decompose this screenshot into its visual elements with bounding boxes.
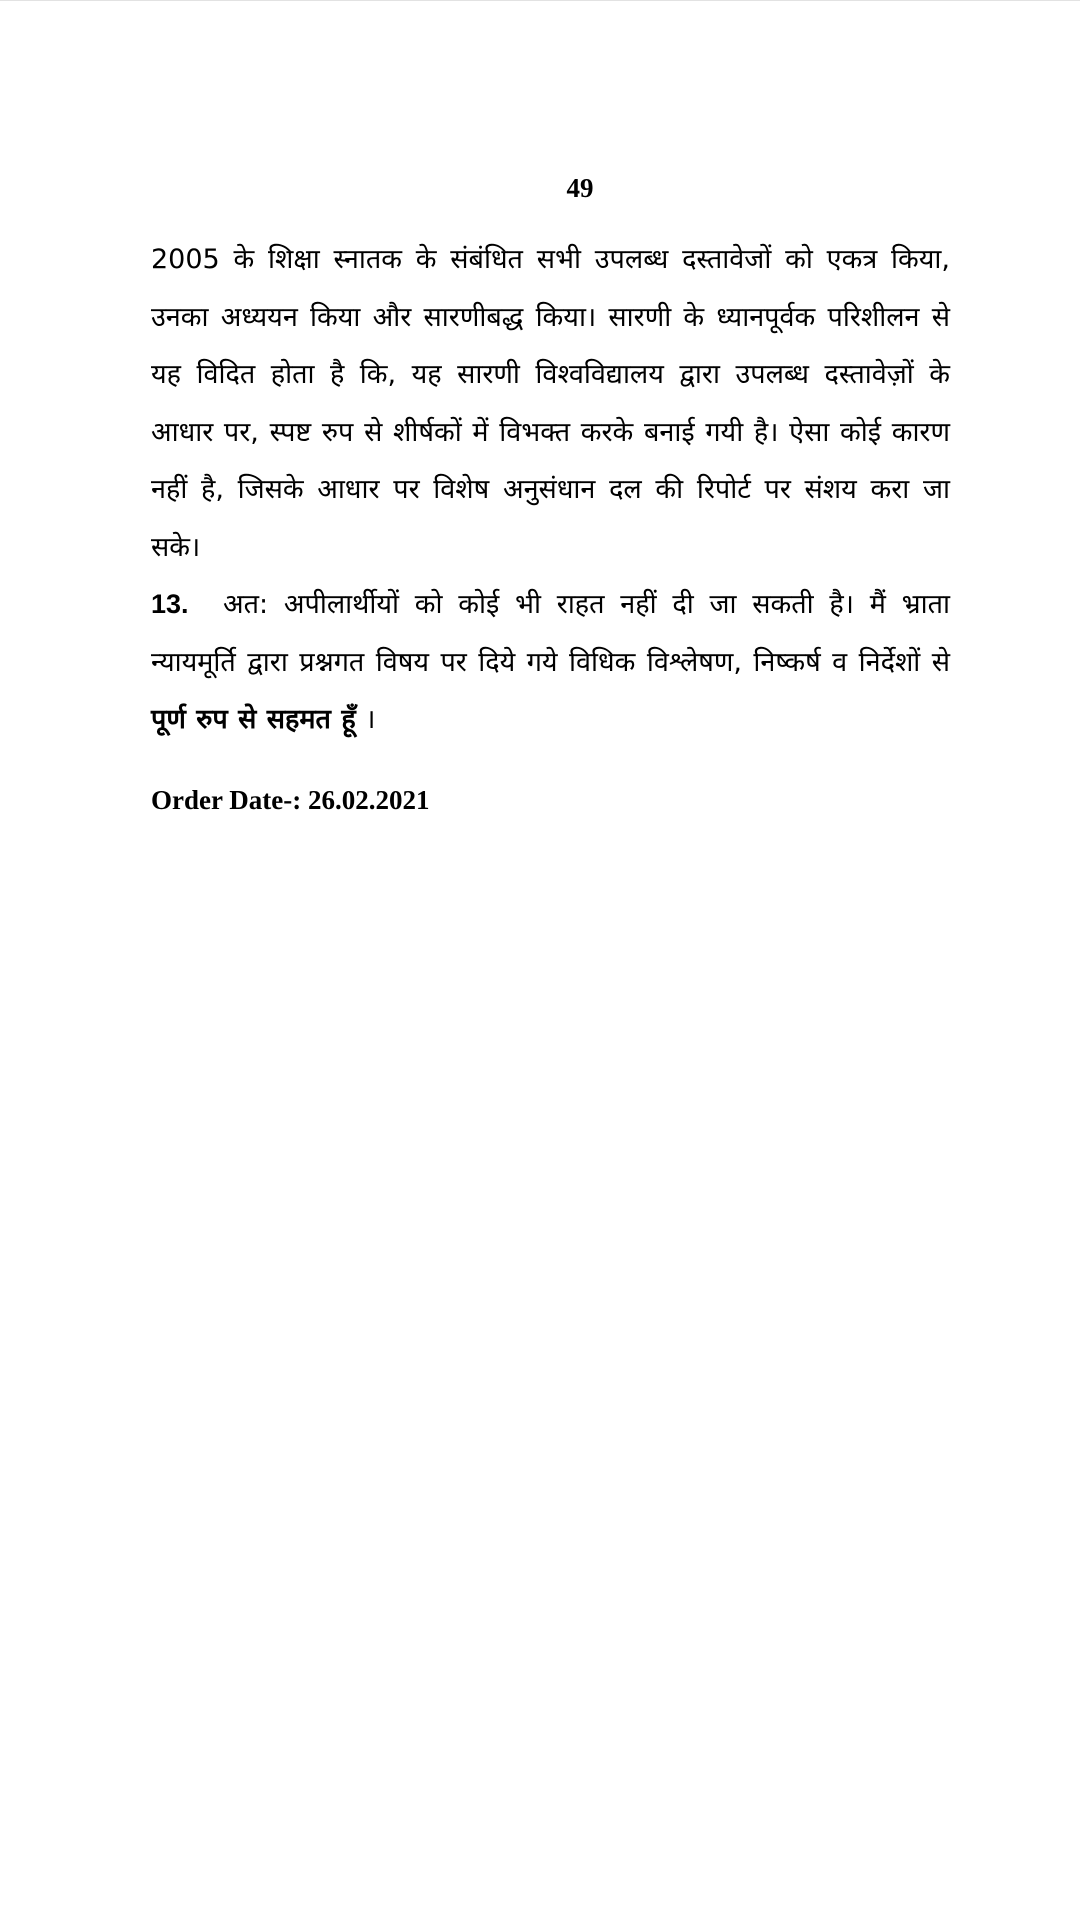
order-date: Order Date-: 26.02.2021	[151, 785, 430, 815]
page-number: 49	[566, 173, 594, 203]
paragraph-continuation: 2005 के शिक्षा स्नातक के संबंधित सभी उपलब्ध दस्तावेजों को एकत्र किया, उनका अध्ययन किया और सारणीबद्ध किया। सारणी के ध्यानपूर्वक परिशीलन से यह विदित होता है कि, यह सारणी विश्वविद्यालय द्वारा उपलब्ध दस्तावेज़ों के आधार पर, स्पष्ट रुप से शीर्षकों में विभक्त करके बनाई गयी है। ऐसा कोई कारण नहीं है, जिसके आधार पर विशेष अनुसंधान दल की रिपोर्ट पर संशय करा जा सके।	[151, 244, 950, 563]
concurrence-phrase: पूर्ण रुप से सहमत हूँ	[151, 704, 356, 735]
judgment-body	[151, 231, 950, 749]
paragraph-13-text: अत: अपीलार्थीयों को कोई भी राहत नहीं दी जा सकती है। मैं भ्राता न्यायमूर्ति द्वारा प्रश्नगत विषय पर दिये गये विधिक विश्लेषण, निष्कर्ष व निर्देशों से	[151, 589, 950, 678]
paragraph-13-end: ।	[355, 704, 376, 735]
paragraph-number: 13.	[151, 589, 189, 619]
paragraph-13	[151, 576, 950, 749]
